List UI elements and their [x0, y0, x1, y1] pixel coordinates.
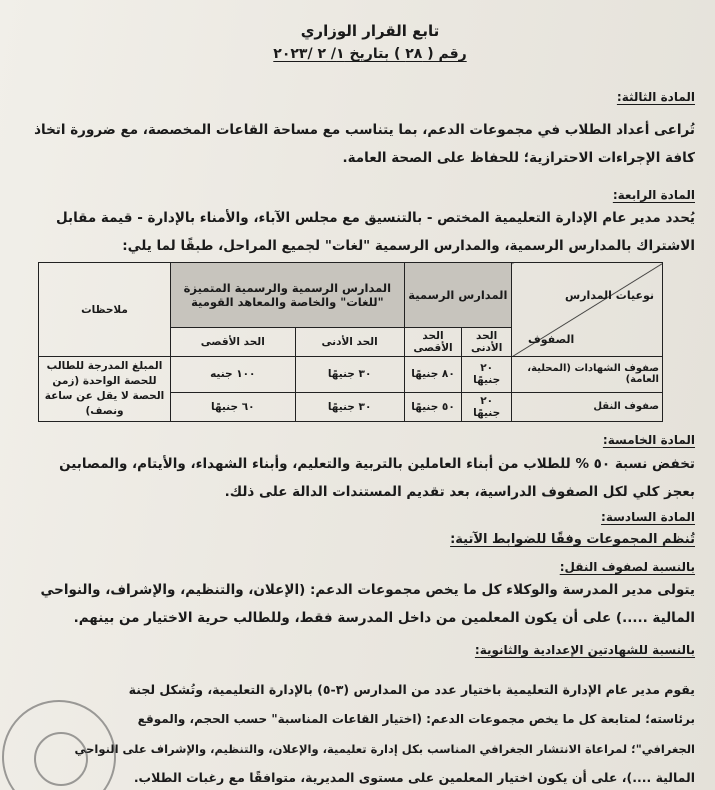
certificates-line4: المالية ....)، على أن يكون اختيار المعلمين على مستوى المديرية، متوافقًا مع رغبات الطلاب. [133, 770, 695, 785]
g2-min-header: الحد الأدنى [295, 328, 404, 357]
article3-label: المادة الثالثة: [616, 90, 695, 104]
article6-label: المادة السادسة: [601, 510, 695, 524]
transfer-grades-label: بالنسبة لصفوف النقل: [559, 560, 695, 574]
certificates-line3: الجغرافي"؛ لمراعاة الانتشار الجغرافي المناسب بكل إدارة تعليمية، والإعلان، والتنظيم، والإشراف على النواحي [74, 742, 695, 756]
group1-header: المدارس الرسمية [404, 263, 511, 328]
article5-line2: بعجز كلي لكل الصفوف الدراسية، بعد تقديم المستندات الدالة على ذلك. [224, 484, 695, 500]
article5-label: المادة الخامسة: [602, 433, 695, 447]
document-header [270, 22, 470, 62]
cell-g1-max: ٥٠ جنيهًا [404, 392, 462, 421]
article6-intro: تُنظم المجموعات وفقًا للضوابط الآتية: [450, 532, 695, 547]
transfer-line2: المالية .....) على أن يكون المعلمين من داخل المدرسة فقط، وللطالب حرية الاختيار من بينهم. [73, 610, 695, 626]
table-row [39, 357, 663, 393]
cell-g2-min: ٣٠ جنيهًا [295, 357, 404, 393]
certificates-label: بالنسبة للشهادتين الإعدادية والثانوية: [474, 643, 695, 657]
cell-g1-min: ٢٠ جنيهًا [462, 392, 512, 421]
row-label: صفوف الشهادات (المحلية، العامة) [512, 357, 663, 393]
decree-number: رقم ( ٢٨ ) بتاريخ ١/ ٢ /٢٠٢٣ [273, 46, 467, 62]
group2-header: المدارس الرسمية والرسمية المتميزة "للغات" والخاصة والمعاهد القومية [171, 263, 405, 328]
cell-g2-max: ١٠٠ جنيه [171, 357, 296, 393]
corner-bottom: الصفوف [528, 333, 575, 346]
certificates-line2: برئاسته؛ لمتابعة كل ما يخص مجموعات الدعم: (اختيار القاعات المناسبة" حسب الحجم، والموقع [137, 712, 695, 726]
cell-g1-max: ٨٠ جنيهًا [404, 357, 462, 393]
notes-cell: المبلغ المدرجة للطالب للحصة الواحدة (زمن الحصة لا يقل عن ساعة ونصف) [39, 357, 171, 422]
corner-top: نوعيات المدارس [565, 289, 654, 302]
article5-line1: تخفض نسبة ٥٠ % للطلاب من أبناء العاملين بالتربية والتعليم، وأبناء الشهداء، والأيتام، والمصابين [59, 456, 695, 472]
notes-header: ملاحظات [39, 263, 171, 357]
table-corner [512, 263, 663, 357]
fee-table [38, 262, 663, 422]
row-label: صفوف النقل [512, 392, 663, 421]
ministry-seal-icon [2, 700, 116, 790]
g1-max-header: الحد الأقصى [404, 328, 462, 357]
cell-g1-min: ٢٠ جنيهًا [462, 357, 512, 393]
transfer-line1: يتولى مدير المدرسة والوكلاء كل ما يخص مجموعات الدعم: (الإعلان، والتنظيم، والإشراف، والنواحي [40, 582, 695, 598]
cell-g2-max: ٦٠ جنيهًا [171, 392, 296, 421]
article4-line1: يُحدد مدير عام الإدارة التعليمية المختص - بالتنسيق مع مجلس الآباء، والأمناء بالإدارة - قيمة مقابل [55, 210, 695, 226]
certificates-line1: يقوم مدير عام الإدارة التعليمية باختيار عدد من المدارس (٣-٥) بالإدارة التعليمية، وتُشكل لجنة [128, 682, 695, 697]
cell-g2-min: ٣٠ جنيهًا [295, 392, 404, 421]
g2-max-header: الحد الأقصى [171, 328, 296, 357]
article3-line2: كافة الإجراءات الاحترازية؛ للحفاظ على الصحة العامة. [342, 150, 695, 166]
document-title: تابع القرار الوزاري [300, 22, 440, 40]
article4-line2: الاشتراك بالمدارس الرسمية، والمدارس الرسمية "لغات" لجميع المراحل، طبقًا لما يلي: [122, 238, 695, 254]
article4-label: المادة الرابعة: [612, 188, 695, 202]
article3-line1: تُراعى أعداد الطلاب في مجموعات الدعم، بما يتناسب مع مساحة القاعات المخصصة، مع ضرورة اتخاذ [34, 122, 695, 138]
g1-min-header: الحد الأدنى [462, 328, 512, 357]
